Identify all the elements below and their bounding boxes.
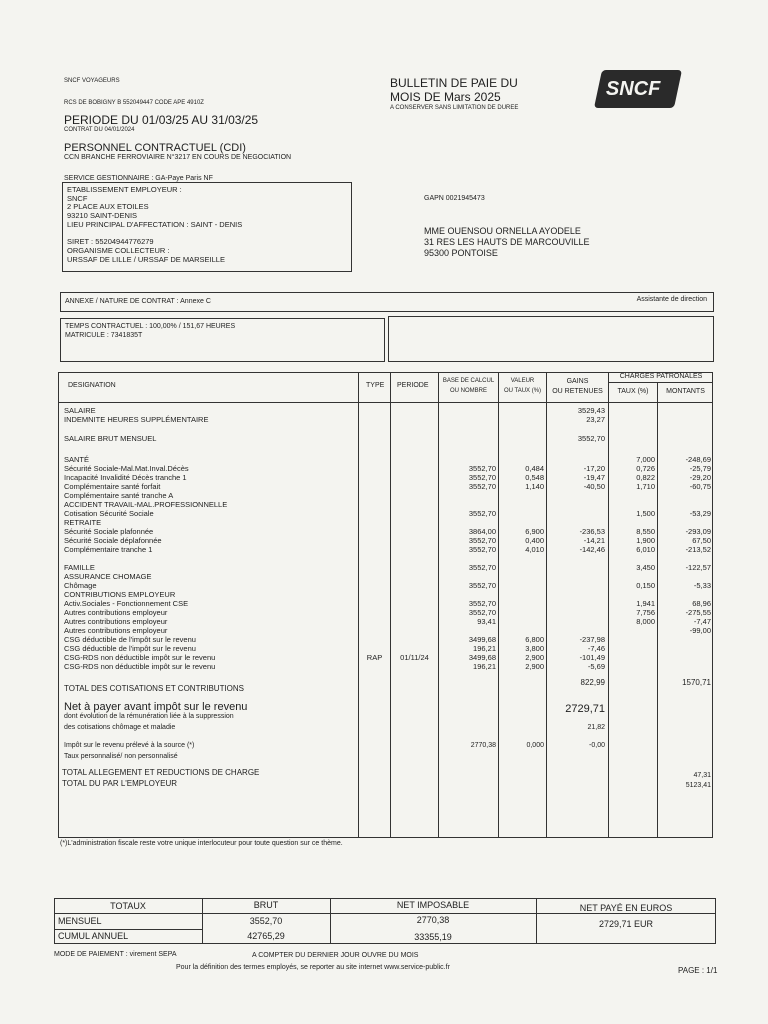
cell-base: 3864,00 xyxy=(468,527,496,536)
cell-valeur: 3,800 xyxy=(525,644,544,653)
table-row xyxy=(0,473,768,482)
summary-cumul-net: 33355,19 xyxy=(414,932,452,942)
cell-label: Activ.Sociales - Fonctionnement CSE xyxy=(64,599,189,608)
cell-label: FAMILLE xyxy=(64,563,95,572)
net-avant-impot-label: Net à payer avant impôt sur le revenu xyxy=(64,701,248,713)
summary-mensuel-brut: 3552,70 xyxy=(249,916,283,926)
cell-montant: 68,96 xyxy=(692,599,711,608)
cell-montant: -99,00 xyxy=(689,626,711,635)
cell-base: 3552,70 xyxy=(468,509,496,518)
annexe-label: ANNEXE / NATURE DE CONTRAT : Annexe C xyxy=(65,298,211,305)
cell-taux: 7,756 xyxy=(636,608,655,617)
time-box xyxy=(60,318,385,362)
employer-line: LIEU PRINCIPAL D'AFFECTATION : SAINT - DENIS xyxy=(67,219,243,229)
ccn-line: CCN BRANCHE FERROVIAIRE N°3217 EN COURS DE NEGOCIATION xyxy=(64,154,292,161)
cell-montant: -293,09 xyxy=(685,527,711,536)
table-row xyxy=(0,434,768,443)
summary-cumul-brut: 42765,29 xyxy=(247,931,285,941)
col-base-2: OU NOMBRE xyxy=(449,388,487,394)
employer-lines xyxy=(67,186,242,264)
cell-montant: -248,69 xyxy=(685,455,711,464)
cell-montant: 67,50 xyxy=(692,536,711,545)
cell-label: Sécurité Sociale plafonnée xyxy=(64,527,154,536)
evolution-line-2: des cotisations chômage et maladie xyxy=(64,724,176,731)
impot-label: Impôt sur le revenu prélevé à la source (*) xyxy=(64,742,195,749)
cell-base: 3552,70 xyxy=(468,545,496,554)
col-gains-2: OU RETENUES xyxy=(552,388,603,395)
cell-montant: -5,33 xyxy=(693,581,711,590)
cell-gain: -237,98 xyxy=(579,635,605,644)
cell-valeur: 0,548 xyxy=(525,473,544,482)
cell-label: CSG-RDS non déductible impôt sur le revenu xyxy=(64,653,216,662)
employee-address-2: 95300 PONTOISE xyxy=(424,248,498,258)
cell-label: Complémentaire santé tranche A xyxy=(64,491,174,500)
cell-label: ACCIDENT TRAVAIL-MAL.PROFESSIONNELLE xyxy=(64,500,228,509)
cell-montant: -53,29 xyxy=(689,509,711,518)
cell-valeur: 4,010 xyxy=(525,545,544,554)
cell-valeur: 0,484 xyxy=(525,464,544,473)
cell-valeur: 6,900 xyxy=(525,527,544,536)
cell-label: CSG-RDS non déductible impôt sur le revenu xyxy=(64,662,216,671)
col-taux: TAUX (%) xyxy=(617,388,649,395)
employer-line: SNCF xyxy=(67,193,88,203)
cell-taux: 0,822 xyxy=(636,473,655,482)
cell-label: Autres contributions employeur xyxy=(64,617,168,626)
col-gains-1: GAINS xyxy=(566,378,589,385)
cell-base: 3552,70 xyxy=(468,482,496,491)
impot-base: 2770,38 xyxy=(470,742,496,749)
table-row xyxy=(0,536,768,545)
total-cotisations-label: TOTAL DES COTISATIONS ET CONTRIBUTIONS xyxy=(64,684,245,693)
cell-label: Complémentaire tranche 1 xyxy=(64,545,153,554)
summary-totaux: TOTAUX xyxy=(110,901,146,911)
sncf-logo: SNCF xyxy=(594,70,682,108)
col-montants: MONTANTS xyxy=(666,388,705,395)
rcs-line: RCS DE BOBIGNY B 552049447 CODE APE 4910Z xyxy=(64,100,204,106)
cell-gain: -7,46 xyxy=(587,644,605,653)
cell-valeur: 2,900 xyxy=(525,653,544,662)
table-row xyxy=(0,635,768,644)
table-row xyxy=(0,599,768,608)
col-patronales: CHARGES PATRONALES xyxy=(619,373,703,380)
employer-line: SIRET : 55204944776279 xyxy=(67,237,154,247)
du-employeur-value: 5123,41 xyxy=(685,782,711,789)
cell-taux: 1,710 xyxy=(636,482,655,491)
summary-mensuel-net: 2770,38 xyxy=(416,915,450,925)
table-row xyxy=(0,563,768,572)
table-row xyxy=(0,590,768,599)
cell-taux: 1,500 xyxy=(636,509,655,518)
col-valeur-1: VALEUR xyxy=(510,378,535,384)
taux-label: Taux personnalisé/ non personnalisé xyxy=(64,753,178,760)
cell-label: Cotisation Sécurité Sociale xyxy=(64,509,154,518)
bulletin-note: A CONSERVER SANS LIMITATION DE DUREE xyxy=(390,105,519,111)
table-row xyxy=(0,626,768,635)
table-row xyxy=(0,482,768,491)
annexe-box xyxy=(60,292,714,312)
cell-gain: -40,50 xyxy=(583,482,605,491)
cell-base: 3552,70 xyxy=(468,581,496,590)
evolution-value: 21,82 xyxy=(587,724,605,731)
cell-gain: 3529,43 xyxy=(577,406,605,415)
cell-taux: 8,550 xyxy=(636,527,655,536)
summary-brut: BRUT xyxy=(253,900,279,910)
cell-label: Sécurité Sociale-Mal.Mat.Inval.Décès xyxy=(64,464,189,473)
bulletin-title-2: MOIS DE Mars 2025 xyxy=(390,90,501,104)
employer-line: ETABLISSEMENT EMPLOYEUR : xyxy=(67,185,182,194)
service-line: SERVICE GESTIONNAIRE : GA-Paye Paris NF xyxy=(64,175,213,182)
table-row xyxy=(0,581,768,590)
contract-time: TEMPS CONTRACTUEL : 100,00% / 151,67 HEURES xyxy=(65,323,236,330)
cell-valeur: 1,140 xyxy=(525,482,544,491)
cell-valeur: 6,800 xyxy=(525,635,544,644)
cell-base: 3552,70 xyxy=(468,599,496,608)
employer-box xyxy=(62,182,352,272)
staff-type: PERSONNEL CONTRACTUEL (CDI) xyxy=(64,142,246,154)
summary-net-imposable: NET IMPOSABLE xyxy=(396,900,470,910)
table-row xyxy=(0,527,768,536)
cell-base: 3552,70 xyxy=(468,563,496,572)
cell-base: 196,21 xyxy=(473,644,496,653)
table-row xyxy=(0,644,768,653)
col-designation: DESIGNATION xyxy=(68,382,116,389)
footnote: (*)L'administration fiscale reste votre unique interlocuteur pour toute question sur ce thème. xyxy=(60,840,343,847)
summary-net-paye-value: 2729,71 EUR xyxy=(598,919,654,929)
cell-label: SALAIRE xyxy=(64,406,96,415)
cell-gain: -142,46 xyxy=(579,545,605,554)
payment-date-note: A COMPTER DU DERNIER JOUR OUVRE DU MOIS xyxy=(252,952,419,959)
cell-taux: 8,000 xyxy=(636,617,655,626)
du-employeur-label: TOTAL DU PAR L'EMPLOYEUR xyxy=(62,779,178,788)
total-cotisations-gain: 822,99 xyxy=(580,678,605,687)
cell-base: 3552,70 xyxy=(468,608,496,617)
cell-taux: 0,726 xyxy=(636,464,655,473)
total-cotisations-montant: 1570,71 xyxy=(682,678,711,687)
table-row xyxy=(0,415,768,424)
col-valeur-2: OU TAUX (%) xyxy=(503,388,542,394)
cell-taux: 1,900 xyxy=(636,536,655,545)
table-row xyxy=(0,617,768,626)
cell-label: CSG déductible de l'impôt sur le revenu xyxy=(64,635,196,644)
evolution-line-1: dont évolution de la rémunération liée à la suppression xyxy=(64,713,234,720)
cell-label: Autres contributions employeur xyxy=(64,608,168,617)
matricule: MATRICULE : 7341835T xyxy=(65,332,143,339)
cell-taux: 7,000 xyxy=(636,455,655,464)
cell-valeur: 2,900 xyxy=(525,662,544,671)
col-base-1: BASE DE CALCUL xyxy=(442,378,495,384)
table-row xyxy=(0,491,768,500)
employee-address-1: 31 RES LES HAUTS DE MARCOUVILLE xyxy=(424,237,590,247)
cell-label: INDEMNITE HEURES SUPPLÉMENTAIRE xyxy=(64,415,209,424)
company-name: SNCF VOYAGEURS xyxy=(64,78,120,84)
employer-line: URSSAF DE LILLE / URSSAF DE MARSEILLE xyxy=(67,254,225,264)
cell-label: Incapacité Invalidité Décès tranche 1 xyxy=(64,473,187,482)
cell-taux: 0,150 xyxy=(636,581,655,590)
page-number: PAGE : 1/1 xyxy=(678,966,718,975)
cell-type: RAP xyxy=(366,653,383,662)
empty-box xyxy=(388,316,714,362)
cell-montant: -7,47 xyxy=(693,617,711,626)
table-row xyxy=(0,608,768,617)
cell-taux: 3,450 xyxy=(636,563,655,572)
cell-base: 93,41 xyxy=(477,617,496,626)
cell-label: Chômage xyxy=(64,581,97,590)
cell-label: SALAIRE BRUT MENSUEL xyxy=(64,434,157,443)
cell-label: CONTRIBUTIONS EMPLOYEUR xyxy=(64,590,176,599)
cell-montant: -122,57 xyxy=(685,563,711,572)
cell-label: Autres contributions employeur xyxy=(64,626,168,635)
cell-gain: -19,47 xyxy=(583,473,605,482)
cell-gain: 23,27 xyxy=(586,415,605,424)
cell-taux: 6,010 xyxy=(636,545,655,554)
period-line: PERIODE DU 01/03/25 AU 31/03/25 xyxy=(64,113,259,127)
cell-gain: -5,69 xyxy=(587,662,605,671)
table-row xyxy=(0,509,768,518)
cell-montant: -60,75 xyxy=(689,482,711,491)
cell-base: 3552,70 xyxy=(468,536,496,545)
table-row xyxy=(0,545,768,554)
cell-label: CSG déductible de l'impôt sur le revenu xyxy=(64,644,196,653)
cell-gain: 3552,70 xyxy=(577,434,605,443)
cell-label: SANTÉ xyxy=(64,455,90,464)
cell-base: 3552,70 xyxy=(468,473,496,482)
cell-base: 3552,70 xyxy=(468,464,496,473)
allegement-label: TOTAL ALLEGEMENT ET REDUCTIONS DE CHARGE xyxy=(62,768,260,777)
summary-net-paye: NET PAYÉ EN EUROS xyxy=(579,903,673,913)
cell-gain: -17,20 xyxy=(583,464,605,473)
mode-paiement: MODE DE PAIEMENT : virement SEPA xyxy=(54,951,177,958)
table-row xyxy=(0,662,768,671)
cell-gain: -14,21 xyxy=(583,536,605,545)
cell-label: Complémentaire santé forfait xyxy=(64,482,161,491)
cell-label: RETRAITE xyxy=(64,518,102,527)
net-avant-impot-value: 2729,71 xyxy=(565,703,605,715)
definition-note: Pour la définition des termes employés, se reporter au site internet www.service-public.fr xyxy=(176,964,450,971)
cell-label: Sécurité Sociale déplafonnée xyxy=(64,536,162,545)
allegement-value: 47,31 xyxy=(693,772,711,779)
impot-taux: 0,000 xyxy=(526,742,544,749)
employee-name: MME OUENSOU ORNELLA AYODELE xyxy=(424,226,581,236)
gapn: GAPN 0021945473 xyxy=(424,195,485,202)
table-row xyxy=(0,406,768,415)
col-periode: PERIODE xyxy=(397,382,429,389)
col-type: TYPE xyxy=(366,382,385,389)
contract-date: CONTRAT DU 04/01/2024 xyxy=(64,127,135,133)
table-row xyxy=(0,464,768,473)
cell-periode: 01/11/24 xyxy=(400,653,429,662)
cell-taux: 1,941 xyxy=(636,599,655,608)
employer-line: 93210 SAINT-DENIS xyxy=(67,211,138,221)
cell-gain: -236,53 xyxy=(579,527,605,536)
employer-line: ORGANISME COLLECTEUR : xyxy=(67,245,170,255)
cell-montant: -275,55 xyxy=(685,608,711,617)
table-row xyxy=(0,653,768,662)
table-row xyxy=(0,500,768,509)
impot-value: -0,00 xyxy=(589,742,605,749)
cell-gain: -101,49 xyxy=(579,653,605,662)
summary-mensuel-label: MENSUEL xyxy=(58,916,102,926)
cell-base: 3499,68 xyxy=(468,635,496,644)
table-row xyxy=(0,455,768,464)
job-title: Assistante de direction xyxy=(636,296,707,303)
cell-montant: -29,20 xyxy=(689,473,711,482)
table-row xyxy=(0,518,768,527)
table-row xyxy=(0,572,768,581)
cell-valeur: 0,400 xyxy=(525,536,544,545)
cell-base: 196,21 xyxy=(473,662,496,671)
cell-montant: -213,52 xyxy=(685,545,711,554)
employer-line: 2 PLACE AUX ETOILES xyxy=(67,202,149,212)
bulletin-title-1: BULLETIN DE PAIE DU xyxy=(390,76,518,90)
summary-cumul-label: CUMUL ANNUEL xyxy=(58,931,129,941)
cell-montant: -25,79 xyxy=(689,464,711,473)
cell-base: 3499,68 xyxy=(468,653,496,662)
cell-label: ASSURANCE CHOMAGE xyxy=(64,572,152,581)
